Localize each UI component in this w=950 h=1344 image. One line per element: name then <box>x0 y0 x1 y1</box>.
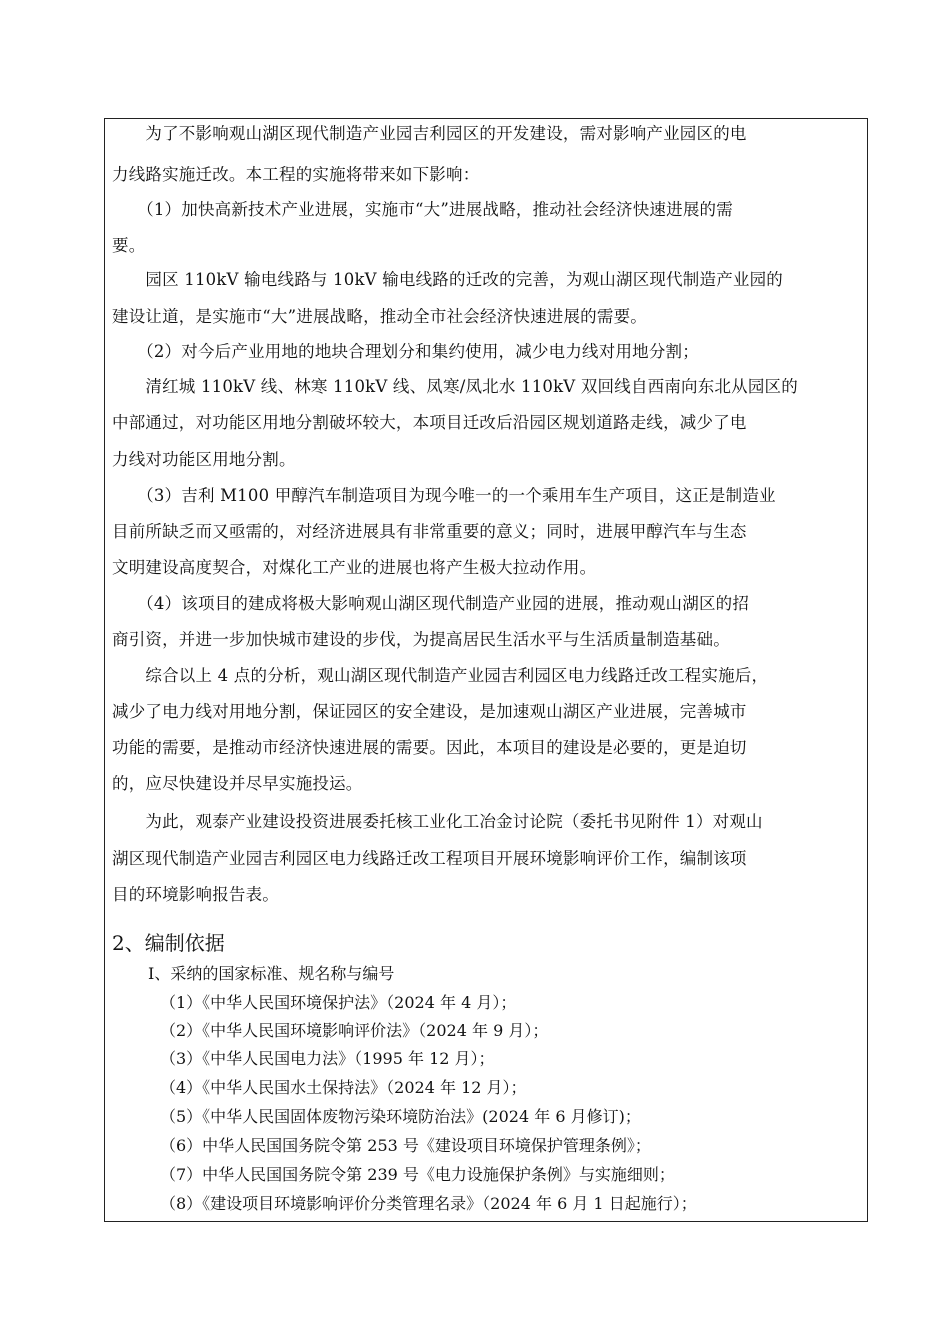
text-line: （3）吉利 M100 甲醇汽车制造项目为现今唯一的一个乘用车生产项目，这正是制造业 <box>112 486 776 505</box>
text-line: 目前所缺乏而又亟需的，对经济进展具有非常重要的意义；同时，进展甲醇汽车与生态 <box>112 522 747 541</box>
text-line: 为此，观泰产业建设投资进展委托核工业化工冶金讨论院（委托书见附件 1）对观山 <box>112 812 763 831</box>
text-line: 力线对功能区用地分割。 <box>112 450 296 469</box>
text-line: 力线路实施迁改。本工程的实施将带来如下影响： <box>112 165 480 184</box>
text-line: 减少了电力线对用地分割，保证园区的安全建设，是加速观山湖区产业进展，完善城市 <box>112 702 747 721</box>
list-item: （6）中华人民国国务院令第 253 号《建设项目环境保护管理条例》； <box>160 1136 651 1155</box>
text-line: 清红城 110kV 线、林寒 110kV 线、凤寒/凤北水 110kV 双回线自西南向东北从园区的 <box>112 377 798 396</box>
text-line: 湖区现代制造产业园吉利园区电力线路迁改工程项目开展环境影响评价工作，编制该项 <box>112 849 747 868</box>
text-line: 为了不影响观山湖区现代制造产业园吉利园区的开发建设，需对影响产业园区的电 <box>112 124 747 143</box>
list-item: （4）《中华人民国水土保持法》（2024 年 12 月）； <box>160 1078 527 1097</box>
text-line: （2）对今后产业用地的地块合理划分和集约使用，减少电力线对用地分割； <box>112 342 699 361</box>
list-item: （8）《建设项目环境影响评价分类管理名录》（2024 年 6 月 1 日起施行）； <box>160 1194 697 1213</box>
text-line: 商引资，并进一步加快城市建设的步伐，为提高居民生活水平与生活质量制造基础。 <box>112 630 730 649</box>
text-line: 的，应尽快建设并尽早实施投运。 <box>112 774 363 793</box>
text-line: 建设让道，是实施市“大”进展战略，推动全市社会经济快速进展的需要。 <box>112 307 647 326</box>
text-line: 文明建设高度契合，对煤化工产业的进展也将产生极大拉动作用。 <box>112 558 597 577</box>
list-item: （1）《中华人民国环境保护法》（2024 年 4 月）； <box>160 993 517 1012</box>
subsection-heading: Ⅰ、采纳的国家标准、规名称与编号 <box>148 964 395 983</box>
text-line: 园区 110kV 输电线路与 10kV 输电线路的迁改的完善，为观山湖区现代制造产业园的 <box>112 270 783 289</box>
text-line: 目的环境影响报告表。 <box>112 885 279 904</box>
text-line: 要。 <box>112 236 146 255</box>
text-line: （1）加快高新技术产业进展，实施市“大”进展战略，推动社会经济快速进展的需 <box>112 200 733 219</box>
text-line: 综合以上 4 点的分析，观山湖区现代制造产业园吉利园区电力线路迁改工程实施后， <box>112 666 769 685</box>
section-heading: 2、编制依据 <box>112 931 225 955</box>
list-item: （2）《中华人民国环境影响评价法》（2024 年 9 月）； <box>160 1021 549 1040</box>
list-item: （7）中华人民国国务院令第 239 号《电力设施保护条例》与实施细则； <box>160 1165 675 1184</box>
list-item: （3）《中华人民国电力法》（1995 年 12 月）； <box>160 1049 495 1068</box>
text-line: 功能的需要，是推动市经济快速进展的需要。因此，本项目的建设是必要的，更是迫切 <box>112 738 747 757</box>
list-item: （5）《中华人民国固体废物污染环境防治法》(2024 年 6 月修订)； <box>160 1107 641 1126</box>
text-line: （4）该项目的建成将极大影响观山湖区现代制造产业园的进展，推动观山湖区的招 <box>112 594 750 613</box>
text-line: 中部通过，对功能区用地分割破坏较大，本项目迁改后沿园区规划道路走线，减少了电 <box>112 413 747 432</box>
